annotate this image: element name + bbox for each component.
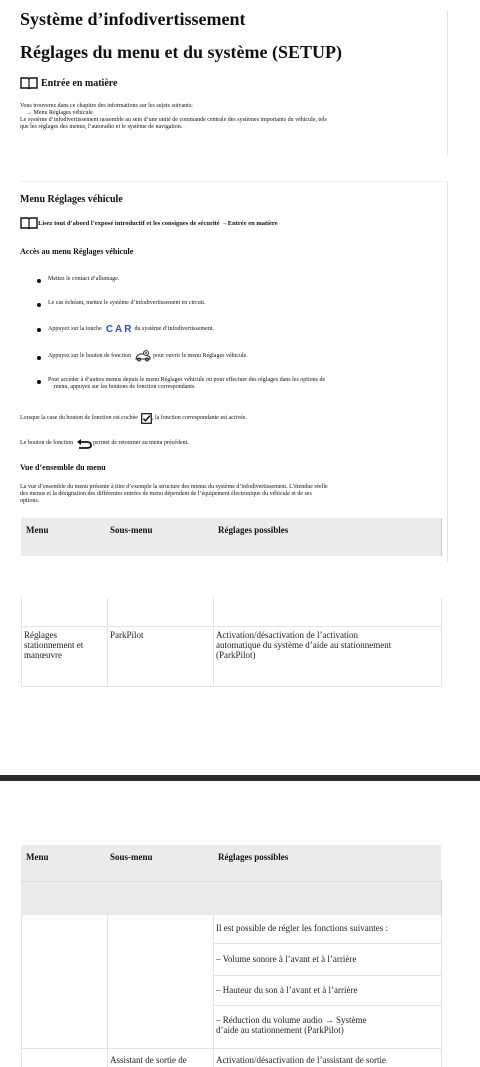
bullet-dot bbox=[37, 279, 41, 283]
table2-cell-exit-assistant: Assistant de sortie de bbox=[110, 1055, 187, 1065]
table2-border-right bbox=[441, 915, 442, 1067]
bullet-ignition: Mettez le contact d’allumage. bbox=[48, 276, 120, 282]
table2-setting-pitch: – Hauteur du son à l’avant et à l’arrière bbox=[216, 985, 358, 995]
table2-setting-intro: Il est possible de régler les fonctions suivantes : bbox=[216, 923, 388, 933]
page-subtitle-text: Réglages du menu et du système (SETUP) bbox=[20, 42, 342, 62]
intro-line-4: que les réglages des menus, l’autoradio et le système de navigation. bbox=[20, 124, 183, 130]
table2-cell-exit-assistant-setting: Activation/désactivation de l’assistant de sortie bbox=[216, 1055, 386, 1065]
menu-section-note bbox=[20, 216, 278, 230]
table1-header-menu: Menu bbox=[26, 525, 49, 535]
table1-setting-line-2: automatique du système d’aide au stationnement bbox=[216, 640, 392, 650]
intro-heading bbox=[20, 76, 117, 90]
bullet-function-text: Appuyez sur le bouton de fonction bbox=[48, 352, 132, 359]
table2-border-left bbox=[21, 915, 22, 1067]
table1-row-divider bbox=[21, 626, 441, 627]
back-text-start: Le bouton de fonction bbox=[20, 439, 74, 446]
page-border-right bbox=[447, 10, 448, 155]
table1-border-right bbox=[441, 598, 442, 686]
table2-row-divider bbox=[213, 1005, 441, 1006]
book-icon bbox=[20, 217, 38, 229]
table2-audio-reduction-line-1: – Réduction du volume audio → Système bbox=[216, 1015, 367, 1025]
intro-text bbox=[20, 103, 470, 131]
bullet-car-key bbox=[48, 322, 214, 336]
table2-col-divider-1 bbox=[107, 915, 108, 1067]
back-explanation bbox=[20, 436, 189, 450]
table2-header-settings: Réglages possibles bbox=[218, 852, 289, 862]
checkbox-checked-icon bbox=[141, 413, 152, 424]
table2-header-submenu: Sous-menu bbox=[110, 852, 153, 862]
checkbox-explanation bbox=[20, 411, 247, 425]
intro-line-3: Le système d’infodivertissement rassemble au sein d’une unité de commande centrale des systèmes importants du véhicule, tels bbox=[20, 117, 327, 123]
access-heading: Accès au menu Réglages véhicule bbox=[20, 247, 134, 256]
overview-line-1: La vue d’ensemble du menu présente à titre d’exemple la structure des menus du système d’infodivertissement. L’étendue réelle bbox=[20, 484, 328, 490]
table1-header-settings: Réglages possibles bbox=[218, 525, 289, 535]
table1-header-edge bbox=[441, 518, 442, 556]
bullet-function-text-end: pour ouvrir le menu Réglages véhicule. bbox=[153, 352, 248, 359]
table2-header-divider bbox=[21, 881, 441, 882]
page-title bbox=[20, 9, 245, 30]
page-break-bar bbox=[0, 775, 480, 781]
table1-cell-menu bbox=[24, 630, 106, 660]
table1-cell-settings bbox=[216, 630, 440, 660]
table1-header bbox=[21, 518, 441, 556]
page-title-text: Système d’infodivertissement bbox=[20, 9, 246, 29]
overview-heading: Vue d’ensemble du menu bbox=[20, 463, 106, 472]
table1-cell-submenu: ParkPilot bbox=[110, 630, 144, 640]
table2-audio-reduction-line-2: d’aide au stationnement (ParkPilot) bbox=[216, 1025, 344, 1035]
bullet-dot bbox=[37, 328, 41, 332]
table1-col-divider-1 bbox=[107, 598, 108, 686]
intro-line-1: Vous trouverez dans ce chapitre des informations sur les sujets suivants: bbox=[20, 103, 193, 109]
table1-setting-line-1: Activation/désactivation de l’activation bbox=[216, 630, 358, 640]
table2-setting-volume: – Volume sonore à l’avant et à l’arrière bbox=[216, 954, 357, 964]
bullet-car-key-text-end: du système d’infodivertissement. bbox=[134, 325, 214, 332]
table2-row-divider bbox=[213, 975, 441, 976]
table2-header-menu: Menu bbox=[26, 852, 49, 862]
table2-header-edge bbox=[441, 881, 442, 915]
section-border-right bbox=[447, 182, 448, 562]
intro-link-vehicle-settings[interactable]: → Menu Réglages véhicule bbox=[26, 110, 93, 116]
bullet-power-on: Le cas échéant, mettez le système d’infodivertissement en circuit. bbox=[48, 300, 206, 306]
table2-row-divider bbox=[213, 943, 441, 944]
table2-col-divider-2 bbox=[213, 915, 214, 1067]
bullet-other-menus-line-1: Pour accéder à d’autres menus depuis le menu Réglages véhicule ou pour effectuer des réglages dans les options de bbox=[48, 377, 326, 383]
checkbox-text-end: , la fonction correspondante est activée. bbox=[151, 414, 248, 421]
intro-heading-text: Entrée en matière bbox=[41, 77, 118, 89]
table1-menu-line-1: Réglages bbox=[24, 630, 57, 640]
back-arrow-icon[interactable] bbox=[76, 438, 92, 449]
overview-line-3: options. bbox=[20, 498, 40, 504]
table1-header-submenu: Sous-menu bbox=[110, 525, 153, 535]
bullet-dot bbox=[37, 303, 41, 307]
table1-menu-line-3: manœuvre bbox=[24, 650, 62, 660]
checkbox-text-start: Lorsque la case du bouton de fonction est cochée bbox=[20, 414, 138, 421]
overview-text bbox=[20, 484, 450, 505]
bullet-dot bbox=[37, 356, 41, 360]
bullet-other-menus-line-2: menu, appuyez sur les boutons de fonction correspondants. bbox=[54, 384, 196, 390]
bullet-other-menus bbox=[48, 377, 443, 391]
page-subtitle bbox=[20, 42, 342, 63]
table1-col-divider-2 bbox=[213, 598, 214, 686]
bullet-car-key-text: Appuyez sur la touche bbox=[48, 325, 102, 332]
safety-note-text: Lisez tout d’abord l’exposé introductif et les consignes de sécurité →Entrée en matière bbox=[38, 219, 278, 227]
book-icon bbox=[20, 77, 38, 89]
car-settings-icon[interactable] bbox=[134, 350, 152, 362]
overview-line-2: des menus et la désignation des différentes entrées de menu dépendent de l’équipement électronique du véhicule et de ses bbox=[20, 491, 312, 497]
table2-setting-audio-reduction bbox=[216, 1015, 440, 1035]
menu-section-heading: Menu Réglages véhicule bbox=[20, 194, 123, 205]
table2-row-divider bbox=[21, 1048, 441, 1049]
table1-setting-line-3: (ParkPilot) bbox=[216, 650, 256, 660]
section-divider bbox=[20, 181, 448, 182]
table1-bottom-border bbox=[21, 686, 441, 687]
bullet-dot bbox=[37, 380, 41, 384]
bullet-function-button bbox=[48, 349, 248, 363]
table1-border-left bbox=[21, 598, 22, 686]
back-text-end: permet de retourner au menu précédent. bbox=[93, 439, 189, 446]
car-key-button[interactable]: CAR bbox=[105, 323, 134, 335]
table1-menu-line-2: stationnement et bbox=[24, 640, 84, 650]
